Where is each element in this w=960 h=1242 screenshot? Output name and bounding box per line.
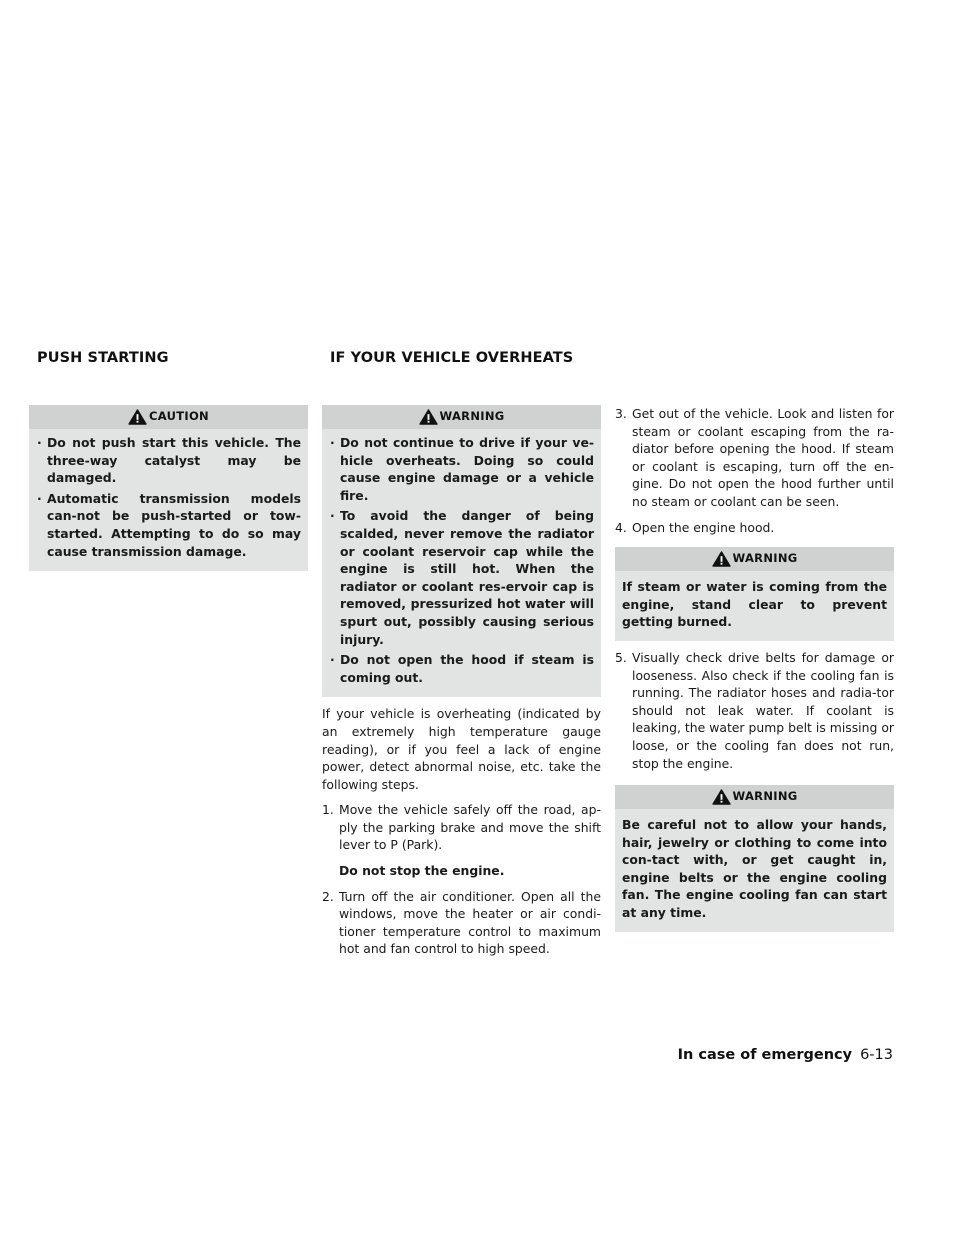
warning-triangle-icon: [419, 409, 438, 425]
warning-text: Be careful not to allow your hands, hair, jewelry or clothing to come into con-tact with, or get caught in, engine belts or the engine cooling fan. The engine cooling fan can start at any time.: [622, 817, 887, 921]
caution-box: [29, 405, 308, 571]
caution-title: CAUTION: [149, 409, 209, 424]
step-5: 5. Visually check drive belts for damage or looseness. Also check if the cooling fan is running. The radiator hoses and radia-tor should not leak water. If coolant is leaking, the water pump belt is missing or loose, or the cooling fan does not run, stop the engine.: [615, 649, 894, 771]
heading-push-starting: PUSH STARTING: [37, 350, 169, 366]
warning-text: If steam or water is coming from the engine, stand clear to prevent getting burned.: [622, 579, 887, 630]
page-footer: [678, 1047, 893, 1063]
warning-title: WARNING: [439, 409, 505, 424]
warning-box-3: [615, 785, 894, 932]
warning-header: [322, 405, 601, 429]
column-1: [29, 405, 308, 571]
warning-box-1: [322, 405, 601, 697]
warning-bullet: · Do not continue to drive if your ve-hicle overheats. Doing so could cause engine damage or a vehicle fire.: [330, 435, 594, 503]
caution-header: [29, 405, 308, 429]
step-2: 2. Turn off the air conditioner. Open all the windows, move the heater or air condi-tioner temperature control to maximum hot and fan control to high speed.: [322, 888, 601, 957]
column-2: [322, 405, 601, 958]
page-number: 6-13: [860, 1047, 893, 1063]
warning-box-2: [615, 547, 894, 641]
warning-bullet: · To avoid the danger of being scalded, never remove the radiator or coolant reservoir cap while the engine is still hot. When the radiator or coolant res-ervoir cap is removed, pressurized hot water will spurt out, possibly causing serious injury.: [330, 508, 594, 647]
warning-bullet: · Do not open the hood if steam is coming out.: [330, 652, 594, 685]
warning-title: WARNING: [732, 789, 798, 804]
warning-header: [615, 785, 894, 809]
caution-bullet: · Do not push start this vehicle. The three-way catalyst may be damaged.: [37, 435, 301, 486]
warning-triangle-icon: [128, 409, 147, 425]
intro-paragraph: If your vehicle is overheating (indicated by an extremely high temperature gauge reading), or if you feel a lack of engine power, detect abnormal noise, etc. take the following steps.: [322, 706, 601, 792]
caution-bullet: · Automatic transmission models can-not be push-started or tow-started. Attempting to do so may cause transmission damage.: [37, 490, 301, 559]
step-1: 1. Move the vehicle safely off the road, ap-ply the parking brake and move the shift lever to P (Park).: [322, 802, 601, 853]
step-3: 3. Get out of the vehicle. Look and listen for steam or coolant escaping from the ra-diator before opening the hood. If steam or coolant is escaping, turn off the en-gine. Do not open the hood further until no steam or coolant can be seen.: [615, 406, 894, 509]
warning-triangle-icon: [712, 551, 731, 567]
warning-triangle-icon: [712, 789, 731, 805]
step-4: 4. Open the engine hood.: [615, 519, 775, 535]
warning-header: [615, 547, 894, 571]
step-1-note: Do not stop the engine.: [339, 863, 505, 879]
warning-title: WARNING: [732, 551, 798, 566]
column-3: [615, 405, 894, 932]
heading-overheats: IF YOUR VEHICLE OVERHEATS: [330, 350, 574, 366]
footer-section-title: In case of emergency: [677, 1047, 853, 1063]
